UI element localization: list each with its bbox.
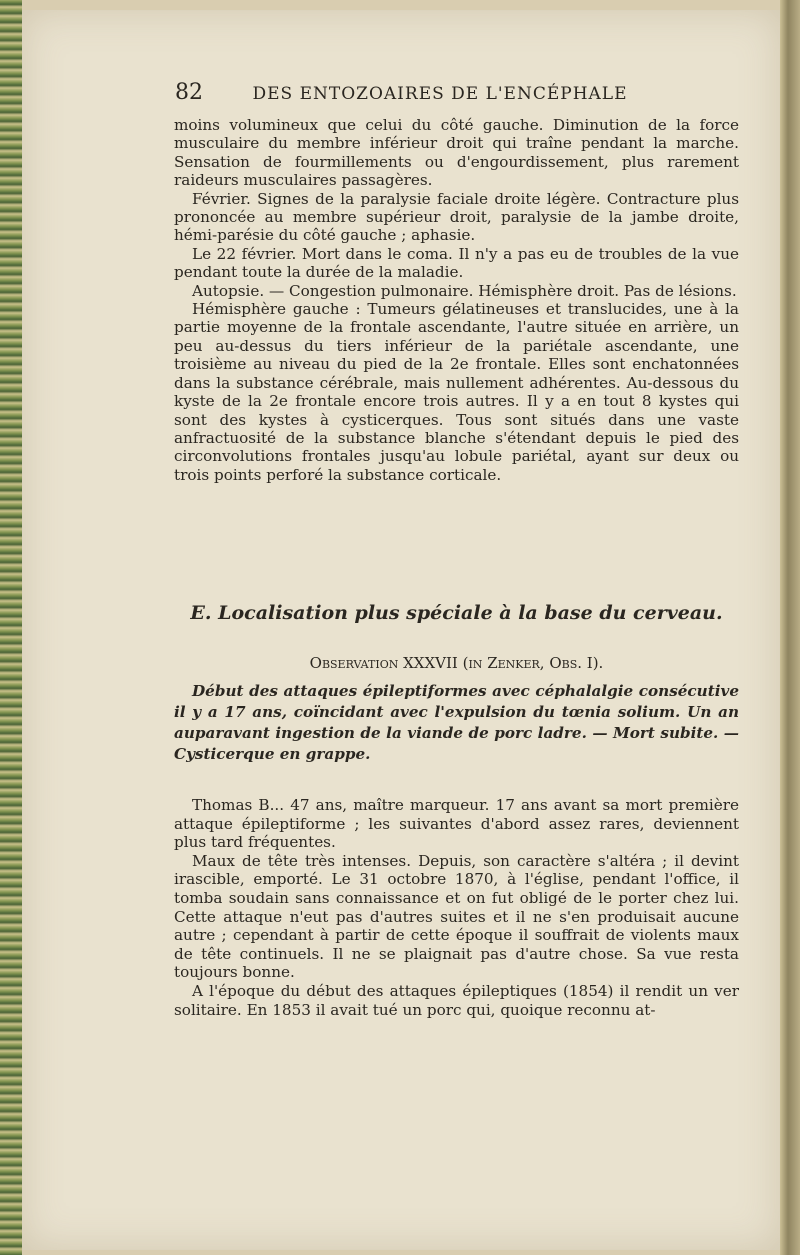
case-summary xyxy=(174,681,739,765)
paragraph: Le 22 février. Mort dans le coma. Il n'y a pas eu de troubles de la vue pendant toute la durée de la maladie. xyxy=(174,244,739,282)
paragraph: Février. Signes de la paralysie faciale droite légère. Contracture plus prononcée au membre supérieur droit, paralysie de la jambe droite, hémi-parésie du côté gauche ; aphasie. xyxy=(174,189,739,245)
paragraph: Maux de tête très intenses. Depuis, son caractère s'altéra ; il devint irascible, emporté. Le 31 octobre 1870, à l'église, pendant l'office, il tomba soudain sans connaissance et on fut obligé de le porter chez lui. Cette attaque n'eut pas d'autres suites et il ne s'en produisait aucune autre ; cependant à partir de cette époque il souffrait de violents maux de tête continuels. Il ne se plaignait pas d'autre chose. Sa vue resta toujours bonne. xyxy=(174,851,739,982)
paragraph: Thomas B... 47 ans, maître marqueur. 17 ans avant sa mort première attaque épileptiforme ; les suivantes d'abord assez rares, deviennent plus tard fréquentes. xyxy=(174,796,739,852)
paragraph: Autopsie. — Congestion pulmonaire. Hémisphère droit. Pas de lésions. xyxy=(192,281,737,300)
body-text xyxy=(174,116,739,484)
page-edge xyxy=(780,0,800,1255)
summary-text: Début des attaques épileptiformes avec céphalalgie consécutive il y a 17 ans, coïncidant avec l'expulsion du tœnia solium. Un an auparavant ingestion de la viande de porc ladre. — Mort subite. — Cysticerque en grappe. xyxy=(174,682,739,763)
case-text xyxy=(174,796,739,1019)
paragraph: A l'époque du début des attaques épileptiques (1854) il rendit un ver solitaire. En 1853 il avait tué un porc qui, quoique reconnu at- xyxy=(174,981,739,1019)
page-header xyxy=(150,80,730,110)
section-heading: E. Localisation plus spéciale à la base du cerveau. xyxy=(190,602,723,624)
observation-title: Observation XXXVII (in Zenker, Obs. I). xyxy=(309,654,604,672)
book-binding-edge xyxy=(0,0,22,1255)
paragraph: moins volumineux que celui du côté gauche. Diminution de la force musculaire du membre inférieur droit qui traîne pendant la marche. Sensation de fourmillements ou d'engourdissement, plus rarement raideurs musculaires passagères. xyxy=(174,116,739,190)
paragraph: Hémisphère gauche : Tumeurs gélatineuses et translucides, une à la partie moyenne de la frontale ascendante, l'autre située en arrière, un peu au-dessus du tiers inférieur de la pariétale ascendante, une troisième au niveau du pied de la 2e frontale. Elles sont enchatonnées dans la substance cérébrale, mais nullement adhérentes. Au-dessous du kyste de la 2e frontale encore trois autres. Il y a en tout 8 kystes qui sont des kystes à cysticerques. Tous sont situés dans une vaste anfractuosité de la substance blanche s'étendant depuis le pied des circonvolutions frontales jusqu'au lobule pariétal, ayant sur deux ou trois points perforé la substance corticale. xyxy=(174,300,739,484)
running-head: DES ENTOZOAIRES DE L'ENCÉPHALE xyxy=(252,84,628,104)
page-number: 82 xyxy=(175,80,203,105)
